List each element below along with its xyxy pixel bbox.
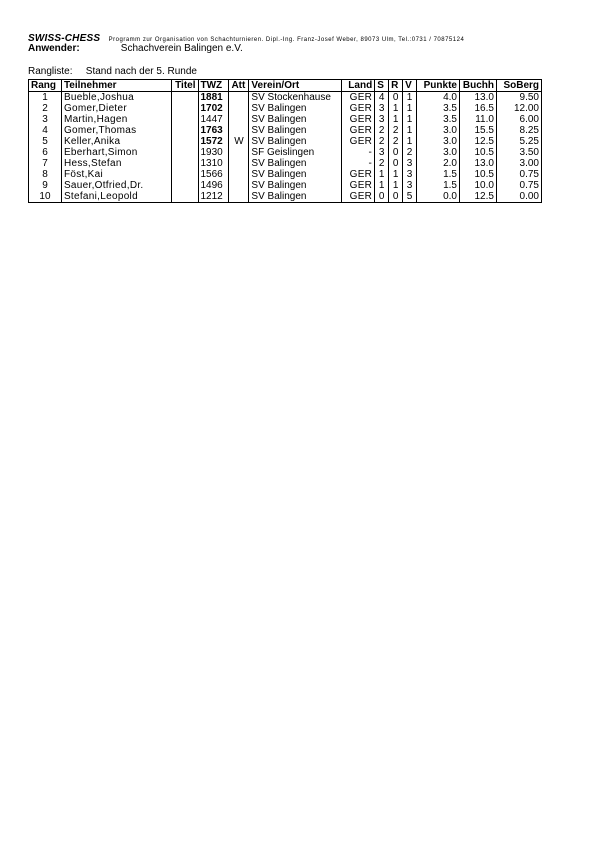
cell-land: - [342,147,375,158]
cell-v: 1 [403,114,417,125]
cell-v: 1 [403,92,417,104]
cell-twz: 1212 [198,191,229,203]
cell-punkte: 3.0 [417,147,460,158]
cell-buchh: 10.5 [459,147,496,158]
cell-land: GER [342,169,375,180]
cell-buchh: 13.0 [459,158,496,169]
cell-att: W [229,136,249,147]
cell-att [229,158,249,169]
cell-teilnehmer: Bueble,Joshua [61,92,171,104]
cell-att [229,125,249,136]
cell-buchh: 10.0 [459,180,496,191]
table-row [29,158,542,169]
cell-r: 0 [389,158,403,169]
cell-soberg: 3.00 [496,158,541,169]
cell-soberg: 9.50 [496,92,541,104]
cell-punkte: 1.5 [417,180,460,191]
table-row [29,169,542,180]
cell-s: 3 [375,147,389,158]
cell-buchh: 11.0 [459,114,496,125]
cell-titel [171,191,198,203]
cell-land: GER [342,103,375,114]
cell-titel [171,92,198,104]
col-titel: Titel [171,80,198,92]
cell-soberg: 5.25 [496,136,541,147]
cell-att [229,103,249,114]
cell-rang: 2 [42,103,48,114]
cell-verein: SV Balingen [249,125,342,136]
cell-punkte: 4.0 [417,92,460,104]
col-teilnehmer: Teilnehmer [61,80,171,92]
cell-verein: SV Balingen [249,169,342,180]
cell-twz: 1763 [198,125,229,136]
col-rang: Rang [29,80,62,92]
cell-punkte: 3.0 [417,125,460,136]
cell-land: GER [342,180,375,191]
cell-r: 1 [389,114,403,125]
cell-teilnehmer: Keller,Anika [61,136,171,147]
cell-verein: SV Stockenhause [249,92,342,104]
col-punkte: Punkte [417,80,460,92]
cell-rang: 7 [42,158,48,169]
cell-buchh: 12.5 [459,136,496,147]
cell-rang: 5 [42,136,48,147]
cell-twz: 1447 [198,114,229,125]
cell-punkte: 2.0 [417,158,460,169]
cell-soberg: 6.00 [496,114,541,125]
cell-titel [171,147,198,158]
cell-titel [171,169,198,180]
cell-v: 3 [403,180,417,191]
cell-s: 3 [375,103,389,114]
cell-buchh: 16.5 [459,103,496,114]
user-label: Anwender: [28,43,80,54]
cell-s: 2 [375,158,389,169]
cell-verein: SV Balingen [249,191,342,203]
table-row [29,103,542,114]
cell-twz: 1572 [198,136,229,147]
cell-teilnehmer: Gomer,Thomas [61,125,171,136]
cell-soberg: 8.25 [496,125,541,136]
cell-titel [171,136,198,147]
col-r: R [389,80,403,92]
cell-r: 0 [389,147,403,158]
brand-subtitle: Programm zur Organisation von Schachturnieren. Dipl.-Ing. Franz-Josef Weber, 89073 Ulm, Tel.:0731 / 70875124 [108,37,465,43]
cell-titel [171,114,198,125]
cell-s: 2 [375,136,389,147]
cell-twz: 1310 [198,158,229,169]
table-row [29,136,542,147]
cell-rang: 4 [42,125,48,136]
table-row [29,92,542,104]
col-s: S [375,80,389,92]
cell-att [229,180,249,191]
cell-att [229,191,249,203]
table-row [29,147,542,158]
cell-buchh: 12.5 [459,191,496,203]
cell-teilnehmer: Gomer,Dieter [61,103,171,114]
cell-buchh: 13.0 [459,92,496,104]
cell-v: 1 [403,103,417,114]
cell-v: 3 [403,169,417,180]
cell-teilnehmer: Hess,Stefan [61,158,171,169]
cell-teilnehmer: Eberhart,Simon [61,147,171,158]
cell-teilnehmer: Stefani,Leopold [61,191,171,203]
cell-teilnehmer: Martin,Hagen [61,114,171,125]
cell-rang: 10 [39,191,51,202]
cell-v: 5 [403,191,417,203]
cell-verein: SV Balingen [249,180,342,191]
col-soberg: SoBerg [496,80,541,92]
cell-r: 1 [389,103,403,114]
cell-buchh: 15.5 [459,125,496,136]
user-value: Schachverein Balingen e.V. [120,43,243,54]
cell-r: 0 [389,191,403,203]
ranking-table [28,79,542,203]
cell-s: 1 [375,169,389,180]
cell-s: 1 [375,180,389,191]
cell-land: - [342,158,375,169]
cell-v: 2 [403,147,417,158]
cell-rang: 3 [42,114,48,125]
ranking-table-body [29,92,542,203]
col-v: V [403,80,417,92]
cell-s: 3 [375,114,389,125]
cell-teilnehmer: Föst,Kai [61,169,171,180]
col-land: Land [342,80,375,92]
brand-title: SWISS-CHESS [28,33,101,44]
cell-punkte: 3.5 [417,103,460,114]
cell-r: 1 [389,169,403,180]
cell-rang: 9 [42,180,48,191]
table-row [29,180,542,191]
table-row [29,114,542,125]
cell-titel [171,125,198,136]
ranking-subtitle [28,66,197,77]
cell-land: GER [342,191,375,203]
cell-soberg: 0.75 [496,180,541,191]
cell-punkte: 3.5 [417,114,460,125]
cell-att [229,147,249,158]
cell-v: 3 [403,158,417,169]
cell-twz: 1702 [198,103,229,114]
cell-soberg: 12.00 [496,103,541,114]
ranking-round: Stand nach der 5. Runde [85,66,197,77]
cell-titel [171,103,198,114]
cell-titel [171,158,198,169]
cell-verein: SV Balingen [249,103,342,114]
col-att: Att [229,80,249,92]
cell-twz: 1566 [198,169,229,180]
cell-twz: 1496 [198,180,229,191]
cell-att [229,169,249,180]
cell-land: GER [342,125,375,136]
cell-twz: 1930 [198,147,229,158]
table-row [29,125,542,136]
cell-rang: 1 [42,92,48,103]
table-header-row [29,80,542,92]
cell-s: 2 [375,125,389,136]
cell-v: 1 [403,136,417,147]
ranking-label: Rangliste: [28,66,73,77]
cell-r: 2 [389,125,403,136]
table-row [29,191,542,203]
cell-s: 4 [375,92,389,104]
col-twz: TWZ [198,80,229,92]
cell-punkte: 0.0 [417,191,460,203]
cell-soberg: 0.00 [496,191,541,203]
cell-verein: SF Geislingen [249,147,342,158]
cell-r: 2 [389,136,403,147]
cell-punkte: 1.5 [417,169,460,180]
cell-rang: 8 [42,169,48,180]
cell-land: GER [342,114,375,125]
cell-land: GER [342,136,375,147]
cell-twz: 1881 [198,92,229,104]
col-buchh: Buchh [459,80,496,92]
cell-verein: SV Balingen [249,114,342,125]
cell-punkte: 3.0 [417,136,460,147]
user-line [28,43,243,54]
col-verein: Verein/Ort [249,80,342,92]
cell-buchh: 10.5 [459,169,496,180]
cell-att [229,92,249,104]
cell-teilnehmer: Sauer,Otfried,Dr. [61,180,171,191]
cell-r: 0 [389,92,403,104]
cell-s: 0 [375,191,389,203]
cell-soberg: 3.50 [496,147,541,158]
cell-rang: 6 [42,147,48,158]
cell-soberg: 0.75 [496,169,541,180]
cell-att [229,114,249,125]
cell-titel [171,180,198,191]
cell-land: GER [342,92,375,104]
cell-v: 1 [403,125,417,136]
cell-r: 1 [389,180,403,191]
cell-verein: SV Balingen [249,158,342,169]
cell-verein: SV Balingen [249,136,342,147]
